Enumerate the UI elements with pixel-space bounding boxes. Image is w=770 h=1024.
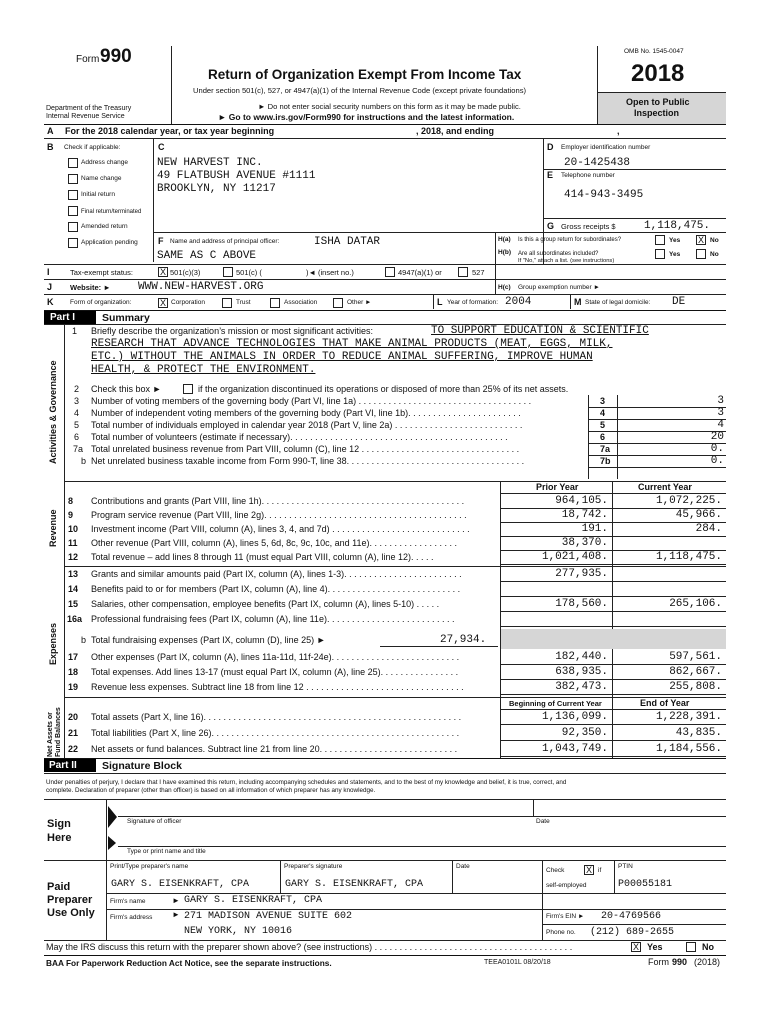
formation-year-value[interactable]: 2004 (505, 296, 532, 308)
gov-line-label: Total number of volunteers (estimate if necessary). . . . . . . . . . . . . . . . . . . . . . . . . . . . . . . . . . . . . . . . . . . . (91, 432, 508, 442)
gov-line-label: Net unrelated business taxable income from Form 990-T, line 38. . . . . . . . . . . . . . . . . . . . . . . . . . . . . . . . . . . . (91, 456, 525, 466)
firm-ein-label: Firm's EIN ► (546, 913, 585, 920)
status-4947-checkbox[interactable] (385, 267, 395, 277)
officer-name[interactable]: ISHA DATAR (314, 236, 381, 248)
open-inspection-1: Open to Public (626, 97, 690, 107)
prior-year-value[interactable]: 191. (581, 523, 608, 535)
part2-title: Signature Block (102, 760, 182, 772)
hb-label: H(b) (498, 249, 511, 256)
prior-year-value[interactable]: 92,350. (561, 727, 608, 739)
line-number: 12 (68, 552, 79, 562)
gov-line-value[interactable]: 0. (710, 455, 724, 467)
officer-label: Name and address of principal officer: (170, 238, 280, 245)
gov-line-label: Number of independent voting members of the governing body (Part VI, line 1b). . . . . . . . . . . . . . . . . . . . . . . (91, 408, 521, 418)
phone-no-label: Phone no. (546, 929, 576, 936)
line16b-label: Total fundraising expenses (Part IX, column (D), line 25) ► (91, 635, 326, 645)
discuss-yes-checkbox[interactable]: X (632, 942, 639, 952)
line-a-letter: A (47, 126, 54, 136)
current-year-value[interactable]: 265,106. (669, 598, 722, 610)
line2-label-b: if the organization discontinued its operations or disposed of more than 25% of its net assets. (198, 384, 569, 394)
org-form-label: Form of organization: (70, 299, 132, 306)
firm-ein[interactable]: 20-4769566 (601, 911, 662, 922)
domicile-value[interactable]: DE (672, 296, 686, 308)
current-year-value[interactable]: 1,228,391. (655, 711, 722, 723)
other-label: Other ► (347, 299, 372, 306)
prior-year-value[interactable]: 1,021,408. (541, 551, 608, 563)
gov-line-box: 7b (600, 456, 611, 466)
line-i-letter: I (47, 267, 50, 277)
check-label: Check (546, 867, 565, 874)
part2-tag: Part II (49, 760, 77, 771)
gov-line-number: 4 (74, 408, 80, 418)
line-j-letter: J (47, 282, 53, 292)
line-number: 18 (68, 667, 79, 677)
prior-year-value[interactable]: 182,440. (555, 651, 608, 663)
gov-line-label: Total unrelated business revenue from Part VIII, column (C), line 12 . . . . . . . . . . . . . . . . . . . . . . . . . . . . . . . . (91, 444, 520, 454)
preparer-name[interactable]: GARY S. EISENKRAFT, CPA (111, 879, 250, 890)
gov-line-box: 4 (600, 408, 606, 418)
tax-year: 2018 (631, 60, 685, 87)
current-year-value[interactable]: 1,118,475. (655, 551, 722, 563)
mission-line-4[interactable]: HEALTH, & PROTECT THE ENVIRONMENT. (91, 364, 316, 376)
discuss-no-checkbox[interactable] (686, 942, 696, 952)
gov-line-label: Number of voting members of the governing body (Part VI, line 1a) . . . . . . . . . . . . . . . . . . . . . . . . . . . . . . . . . . . (91, 396, 532, 406)
line-number: 21 (68, 728, 79, 738)
line-number: 8 (68, 496, 74, 506)
other-checkbox[interactable] (333, 298, 343, 308)
form-subtitle: Under section 501(c), 527, or 4947(a)(1) of the Internal Revenue Code (except private foundations) (193, 86, 527, 95)
line2-number: 2 (74, 384, 80, 394)
trust-label: Trust (236, 299, 251, 306)
prior-year-value[interactable]: 964,105. (555, 495, 608, 507)
line-number: 19 (68, 682, 79, 692)
gov-line-value[interactable]: 3 (717, 407, 724, 419)
penalty-text-2: complete. Declaration of preparer (other than officer) is based on all information of which preparer has any knowledge. (46, 787, 376, 794)
line-m-letter: M (574, 297, 582, 307)
trust-checkbox[interactable] (222, 298, 232, 308)
ein-label: Employer identification number (561, 144, 651, 151)
line-label: Grants and similar amounts paid (Part IX, column (A), lines 1-3). . . . . . . . . . . . . . . . . . . . . . . . (91, 569, 462, 579)
ssn-warning: ► Do not enter social security numbers on this form as it may be made public. (258, 102, 521, 111)
firm-address-label: Firm's address (110, 914, 153, 921)
ptin-label: PTIN (618, 863, 633, 870)
line-number: 15 (68, 599, 79, 609)
prior-year-header: Prior Year (536, 482, 579, 492)
form-code: TEEA0101L 08/20/18 (484, 959, 551, 966)
line-label: Total assets (Part X, line 16). . . . . . . . . . . . . . . . . . . . . . . . . . . . . . . . . . . . . . . . . . . . . . . . . . . . (91, 712, 462, 722)
org-city[interactable]: BROOKLYN, NY 11217 (157, 183, 276, 195)
baa-notice: BAA For Paperwork Reduction Act Notice, see the separate instructions. (46, 958, 332, 968)
ha-no-checkbox[interactable]: X (697, 235, 704, 245)
sign-date-label: Date (536, 818, 550, 825)
section-d-letter: D (547, 142, 554, 152)
firm-address-arrow-icon: ► (172, 910, 180, 919)
final-return-checkbox[interactable] (68, 206, 78, 216)
phone-label: Telephone number (561, 172, 615, 179)
line16b-number: b (81, 635, 87, 645)
status-527-checkbox[interactable] (458, 267, 468, 277)
line-a-comma: , (617, 126, 620, 136)
line-a-text: For the 2018 calendar year, or tax year beginning (65, 126, 275, 136)
omb-number: OMB No. 1545-0047 (624, 48, 684, 55)
line1-label: Briefly describe the organization’s mission or most significant activities: (91, 326, 373, 336)
gov-line-box: 3 (600, 396, 606, 406)
firm-address-1[interactable]: 271 MADISON AVENUE SUITE 602 (184, 911, 353, 922)
name-arrow-icon (108, 836, 118, 850)
amended-return-checkbox[interactable] (68, 222, 78, 232)
line-label: Net assets or fund balances. Subtract line 21 from line 20. . . . . . . . . . . . . . . . . . . . . . . . . . . . (91, 744, 458, 754)
line-label: Other revenue (Part VIII, column (A), lines 5, 6d, 8c, 9c, 10c, and 11e). . . . . . . . . . . . . . . . . . (91, 538, 457, 548)
side-revenue: Revenue (48, 509, 58, 547)
line1-number: 1 (72, 326, 78, 336)
self-employed-checkbox[interactable]: X (585, 865, 592, 875)
line-l-letter: L (437, 297, 443, 307)
initial-return-label: Initial return (81, 191, 115, 198)
status-501c3-label: 501(c)(3) (170, 268, 201, 277)
prior-year-value[interactable]: 277,935. (555, 568, 608, 580)
ha-yes-label: Yes (669, 237, 681, 244)
website-value[interactable]: WWW.NEW-HARVEST.ORG (138, 281, 264, 293)
here-label: Here (47, 832, 72, 844)
ptin-value[interactable]: P00055181 (618, 879, 673, 890)
status-501c-checkbox[interactable] (223, 267, 233, 277)
current-year-value[interactable]: 43,835. (675, 727, 722, 739)
current-year-value[interactable]: 255,808. (669, 681, 722, 693)
line-number: 20 (68, 712, 79, 722)
officer-address[interactable]: SAME AS C ABOVE (157, 250, 257, 262)
line-label: Investment income (Part VIII, column (A), lines 3, 4, and 7d) . . . . . . . . . . . . . . . . . . . . . . . . . . . . (91, 524, 470, 534)
preparer-name-label: Print/Type preparer's name (110, 863, 189, 870)
mission-line-2[interactable]: RESEARCH THAT ADVANCE TECHNOLOGIES THAT MAKE ANIMAL PRODUCTS (MEAT, EGGS, MILK, (91, 338, 613, 350)
preparer-date-label: Date (456, 863, 470, 870)
side-expenses: Expenses (48, 622, 58, 665)
firm-name-arrow-icon: ► (172, 896, 180, 905)
gross-receipts-label: Gross receipts $ (561, 222, 616, 231)
section-c-letter: C (158, 142, 165, 152)
preparer-signature-label: Preparer's signature (284, 863, 343, 870)
status-501c-label: 501(c) ( (236, 268, 262, 277)
line-label: Total revenue – add lines 8 through 11 (must equal Part VIII, column (A), line 12). . . . . (91, 552, 434, 562)
org-name[interactable]: NEW HARVEST INC. (157, 157, 263, 169)
self-employed-label: self-employed (546, 882, 587, 889)
hc-label: H(c) (498, 284, 511, 291)
line2-checkbox[interactable] (183, 384, 193, 394)
mission-line-3[interactable]: ETC.) WITHOUT THE ANIMALS IN ORDER TO REDUCE ANIMAL SUFFERING, IMPROVE HUMAN (91, 351, 593, 363)
firm-name[interactable]: GARY S. EISENKRAFT, CPA (184, 895, 323, 906)
line-number: 11 (68, 538, 78, 548)
line-label: Contributions and grants (Part VIII, line 1h). . . . . . . . . . . . . . . . . . . . . . . . . . . . . . . . . . . . . . . . . (91, 496, 465, 506)
section-b-letter: B (47, 142, 54, 152)
ha-yes-checkbox[interactable] (655, 235, 665, 245)
line-number: 10 (68, 524, 79, 534)
footer-form-year: (2018) (694, 957, 721, 967)
sign-arrow-icon (108, 806, 118, 828)
section-e-letter: E (547, 170, 554, 180)
status-501c3-checkbox[interactable]: X (159, 267, 166, 277)
status-527-label: 527 (472, 268, 485, 277)
firm-name-label: Firm's name (110, 898, 146, 905)
form-word: Form (76, 54, 100, 65)
line-number: 22 (68, 744, 79, 754)
line-number: 13 (68, 569, 79, 579)
gov-line-box: 6 (600, 432, 606, 442)
side-net-assets-1: Net Assets or (47, 712, 54, 757)
side-activities-governance: Activities & Governance (48, 360, 58, 464)
gov-line-number: 3 (74, 396, 80, 406)
begin-year-header: Beginning of Current Year (509, 699, 602, 708)
hb-note: If "No," attach a list. (see instructions) (518, 258, 615, 264)
line-label: Revenue less expenses. Subtract line 18 from line 12 . . . . . . . . . . . . . . . . . . . . . . . . . . . . . . . . (91, 682, 464, 692)
footer-form-number: 990 (672, 957, 688, 967)
line-k-letter: K (47, 297, 54, 307)
part1-tag: Part I (50, 312, 76, 323)
current-year-header: Current Year (638, 482, 692, 492)
status-501c-insert: )◄ (insert no.) (306, 268, 354, 277)
gov-line-label: Total number of individuals employed in calendar year 2018 (Part V, line 2a) . . . . . . . . . . . . . . . . . . . . . . . . . . (91, 420, 523, 430)
preparer-label: Preparer (47, 894, 93, 906)
line-number: 16a (67, 614, 83, 624)
preparer-signature[interactable]: GARY S. EISENKRAFT, CPA (285, 879, 424, 890)
footer-form-word: Form (648, 957, 669, 967)
gov-line-value[interactable]: 0. (710, 443, 724, 455)
ha-no-label: No (710, 237, 719, 244)
hb-no-checkbox[interactable] (696, 249, 706, 259)
discuss-yes-label: Yes (647, 942, 663, 952)
prior-year-value[interactable]: 38,370. (561, 537, 608, 549)
irs-discuss-question: May the IRS discuss this return with the preparer shown above? (see instructions) . . . . . . . . . . . . . . . . . . . . . . . . . . . . . . . . . . . . . . . . (46, 942, 573, 952)
gov-line-value[interactable]: 4 (717, 419, 724, 431)
form-number: 990 (100, 46, 132, 67)
gross-receipts-value[interactable]: 1,118,475. (644, 220, 711, 232)
initial-return-checkbox[interactable] (68, 190, 78, 200)
formation-year-label: Year of formation: (447, 299, 499, 306)
line2-label-a: Check this box ► (91, 384, 162, 394)
address-change-label: Address change (81, 159, 128, 166)
ha-text: Is this a group return for subordinates? (518, 237, 622, 243)
final-return-label: Final return/terminated (81, 209, 142, 215)
section-f-letter: F (158, 236, 164, 246)
prior-year-value[interactable]: 18,742. (561, 509, 608, 521)
address-change-checkbox[interactable] (68, 158, 78, 168)
current-year-value[interactable]: 597,561. (669, 651, 722, 663)
sign-label: Sign (47, 818, 71, 830)
hb-no-label: No (710, 251, 719, 258)
penalty-text-1: Under penalties of perjury, I declare that I have examined this return, including accompanying schedules and statements, and to the best of my knowledge and belief, it is true, correct, and (46, 779, 567, 786)
status-4947-label: 4947(a)(1) or (398, 268, 442, 277)
prior-year-value[interactable]: 638,935. (555, 666, 608, 678)
preparer-phone[interactable]: (212) 689-2655 (590, 927, 675, 938)
irs-link-instruction[interactable]: ► Go to www.irs.gov/Form990 for instructions and the latest information. (218, 112, 515, 122)
officer-signature-label: Signature of officer (127, 818, 182, 825)
dept-irs: Internal Revenue Service (46, 113, 125, 120)
part1-title: Summary (102, 312, 150, 324)
gov-line-number: 6 (74, 432, 80, 442)
ein-value[interactable]: 20-1425438 (564, 157, 631, 169)
end-year-header: End of Year (640, 698, 690, 708)
name-change-label: Name change (81, 175, 122, 182)
current-year-value[interactable]: 1,184,556. (655, 743, 722, 755)
firm-address-2[interactable]: NEW YORK, NY 10016 (184, 926, 293, 937)
line-label: Other expenses (Part IX, column (A), lines 11a-11d, 11f-24e). . . . . . . . . . . . . . . . . . . . . . . . . . (91, 652, 460, 662)
hb-yes-label: Yes (669, 251, 681, 258)
line16b-value[interactable]: 27,934. (440, 634, 487, 646)
prior-year-value[interactable]: 1,136,099. (541, 711, 608, 723)
gov-line-value[interactable]: 20 (710, 431, 724, 443)
dept-treasury: Department of the Treasury (46, 105, 132, 112)
current-year-value[interactable]: 284. (695, 523, 722, 535)
amended-return-label: Amended return (81, 223, 128, 230)
line-a-ending: , 2018, and ending (416, 126, 495, 136)
gov-line-number: b (81, 456, 87, 466)
domicile-label: State of legal domicile: (585, 299, 651, 306)
gov-line-box: 5 (600, 420, 606, 430)
line-number: 17 (68, 652, 79, 662)
line-label: Benefits paid to or for members (Part IX, column (A), line 4). . . . . . . . . . . . . . . . . . . . . . . . . . . (91, 584, 461, 594)
side-net-assets-2: Fund Balances (55, 707, 62, 757)
gov-line-number: 7a (73, 444, 84, 454)
name-change-checkbox[interactable] (68, 174, 78, 184)
association-checkbox[interactable] (270, 298, 280, 308)
org-address[interactable]: 49 FLATBUSH AVENUE #1111 (157, 170, 316, 182)
application-pending-label: Application pending (81, 239, 138, 246)
line-label: Salaries, other compensation, employee benefits (Part IX, column (A), lines 5-10) . . . . . (91, 599, 440, 609)
use-only-label: Use Only (47, 907, 95, 919)
line-label: Program service revenue (Part VIII, line 2g). . . . . . . . . . . . . . . . . . . . . . . . . . . . . . . . . . . . . . . . . (91, 510, 467, 520)
current-year-value[interactable]: 1,072,225. (655, 495, 722, 507)
corporation-label: Corporation (171, 299, 205, 306)
discuss-no-label: No (702, 942, 714, 952)
paid-label: Paid (47, 881, 71, 893)
open-inspection-2: Inspection (634, 108, 680, 118)
ha-label: H(a) (498, 236, 511, 243)
phone-value[interactable]: 414-943-3495 (564, 189, 644, 201)
prior-year-value[interactable]: 382,473. (555, 681, 608, 693)
section-g-letter: G (547, 221, 555, 231)
line-number: 14 (68, 584, 79, 594)
check-if-label: if (598, 867, 602, 874)
gov-line-value[interactable]: 3 (717, 395, 724, 407)
gov-line-number: 5 (74, 420, 80, 430)
line-label: Total expenses. Add lines 13-17 (must equal Part IX, column (A), line 25). . . . . . . . . . . . . . . . (91, 667, 459, 677)
tax-exempt-label: Tax-exempt status: (70, 268, 133, 277)
current-year-value[interactable]: 45,966. (675, 509, 722, 521)
gov-line-box: 7a (600, 444, 611, 454)
hc-text: Group exemption number ► (518, 284, 600, 291)
current-year-value[interactable]: 862,667. (669, 666, 722, 678)
hb-text: Are all subordinates included? (518, 251, 599, 257)
line-label: Professional fundraising fees (Part IX, column (A), line 11e). . . . . . . . . . . . . . . . . . . . . . . . . . (91, 614, 455, 624)
application-pending-checkbox[interactable] (68, 238, 78, 248)
corporation-checkbox[interactable]: X (159, 298, 166, 308)
prior-year-value[interactable]: 178,560. (555, 598, 608, 610)
hb-yes-checkbox[interactable] (655, 249, 665, 259)
section-b-label: Check if applicable: (64, 144, 121, 151)
website-label: Website: ► (70, 283, 111, 292)
form-title: Return of Organization Exempt From Income Tax (208, 67, 522, 82)
mission-line-1[interactable]: TO SUPPORT EDUCATION & SCIENTIFIC (431, 325, 649, 337)
line-number: 9 (68, 510, 74, 520)
prior-year-value[interactable]: 1,043,749. (541, 743, 608, 755)
line-label: Total liabilities (Part X, line 26). . . . . . . . . . . . . . . . . . . . . . . . . . . . . . . . . . . . . . . . . . . . . . . . . . (91, 728, 460, 738)
type-name-label: Type or print name and title (127, 848, 206, 855)
association-label: Association (284, 299, 318, 306)
